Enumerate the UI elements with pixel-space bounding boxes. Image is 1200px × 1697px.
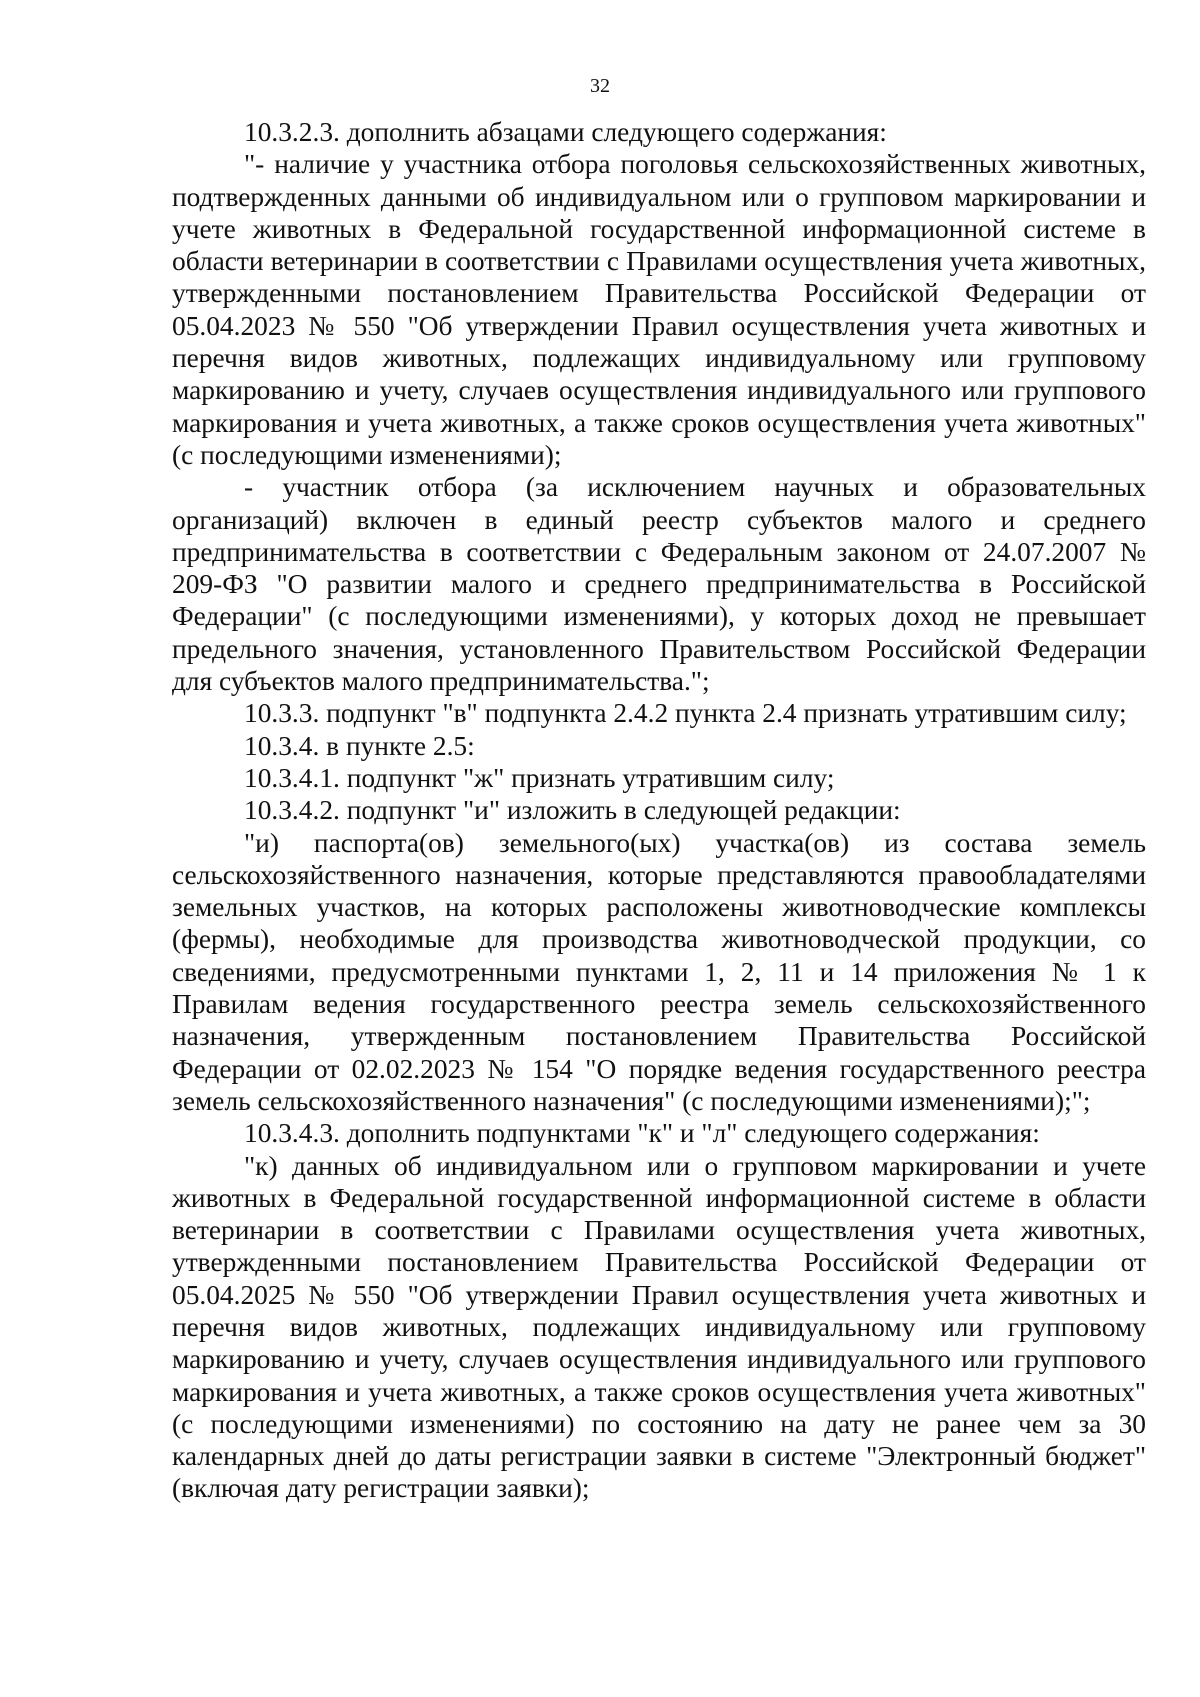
paragraph-10-3-4-3: 10.3.4.3. дополнить подпунктами "к" и "л" следующего содержания: [244,1118,1040,1149]
paragraph-10-3-3: 10.3.3. подпункт "в" подпункта 2.4.2 пункта 2.4 признать утратившим силу; [244,698,1127,729]
paragraph-marking-data: "к) данных об индивидуальном или о групповом маркировании и учете животных в Федеральной государственной информационной системе в области ветеринарии в соответствии с Правилами осуществления учета животных, утвержденными постановлением Правительства Российской Федерации от 05.04.2025 № 550 "Об утверждении Правил осуществления учета животных и перечня видов животных, подлежащих индивидуальному или групповому маркированию и учету, случаев осуществления индивидуального или группового маркирования и учета животных, а также сроков осуществления учета животных" (с последующими изменениями) по состоянию на дату не ранее чем за 30 календарных дней до даты регистрации заявки в системе "Электронный бюджет" (включая дату регистрации заявки); [172,1150,1146,1504]
paragraph-10-3-4: 10.3.4. в пункте 2.5: [244,730,475,761]
paragraph-sme-registry: - участник отбора (за исключением научных и образовательных организаций) включен в единый реестр субъектов малого и среднего предпринимательства в соответствии с Федеральным законом от 24.07.2007 № 209-ФЗ "О развитии малого и среднего предпринимательства в Российской Федерации" (с последующими изменениями), у которых доход не превышает предельного значения, установленного Правительством Российской Федерации для субъектов малого предпринимательства."; [172,472,1146,697]
paragraph-10-3-4-1: 10.3.4.1. подпункт "ж" признать утратившим силу; [244,762,835,793]
paragraph-livestock-marking: "- наличие у участника отбора поголовья сельскохозяйственных животных, подтвержденных данными об индивидуальном или о групповом маркировании и учете животных в Федеральной государственной информационной системе в области ветеринарии в соответствии с Правилами осуществления учета животных, утвержденными постановлением Правительства Российской Федерации от 05.04.2023 № 550 "Об утверждении Правил осуществления учета животных и перечня видов животных, подлежащих индивидуальному или групповому маркированию и учету, случаев осуществления индивидуального или группового маркирования и учета животных, а также сроков осуществления учета животных" (с последующими изменениями); [172,149,1146,470]
paragraph-land-passports: "и) паспорта(ов) земельного(ых) участка(ов) из состава земель сельскохозяйственного назначения, которые представляются правообладателями земельных участков, на которых расположены животноводческие комплексы (фермы), необходимые для производства животноводческой продукции, со сведениями, предусмотренными пунктами 1, 2, 11 и 14 приложения № 1 к Правилам ведения государственного реестра земель сельскохозяйственного назначения, утвержденным постановлением Правительства Российской Федерации от 02.02.2023 № 154 "О порядке ведения государственного реестра земель сельскохозяйственного назначения" (с последующими изменениями);"; [172,827,1146,1116]
document-body [172,116,1146,1505]
paragraph-10-3-4-2: 10.3.4.2. подпункт "и" изложить в следующей редакции: [244,795,901,826]
page-number: 32 [590,75,610,97]
paragraph-10-3-2-3: 10.3.2.3. дополнить абзацами следующего содержания: [244,117,887,147]
